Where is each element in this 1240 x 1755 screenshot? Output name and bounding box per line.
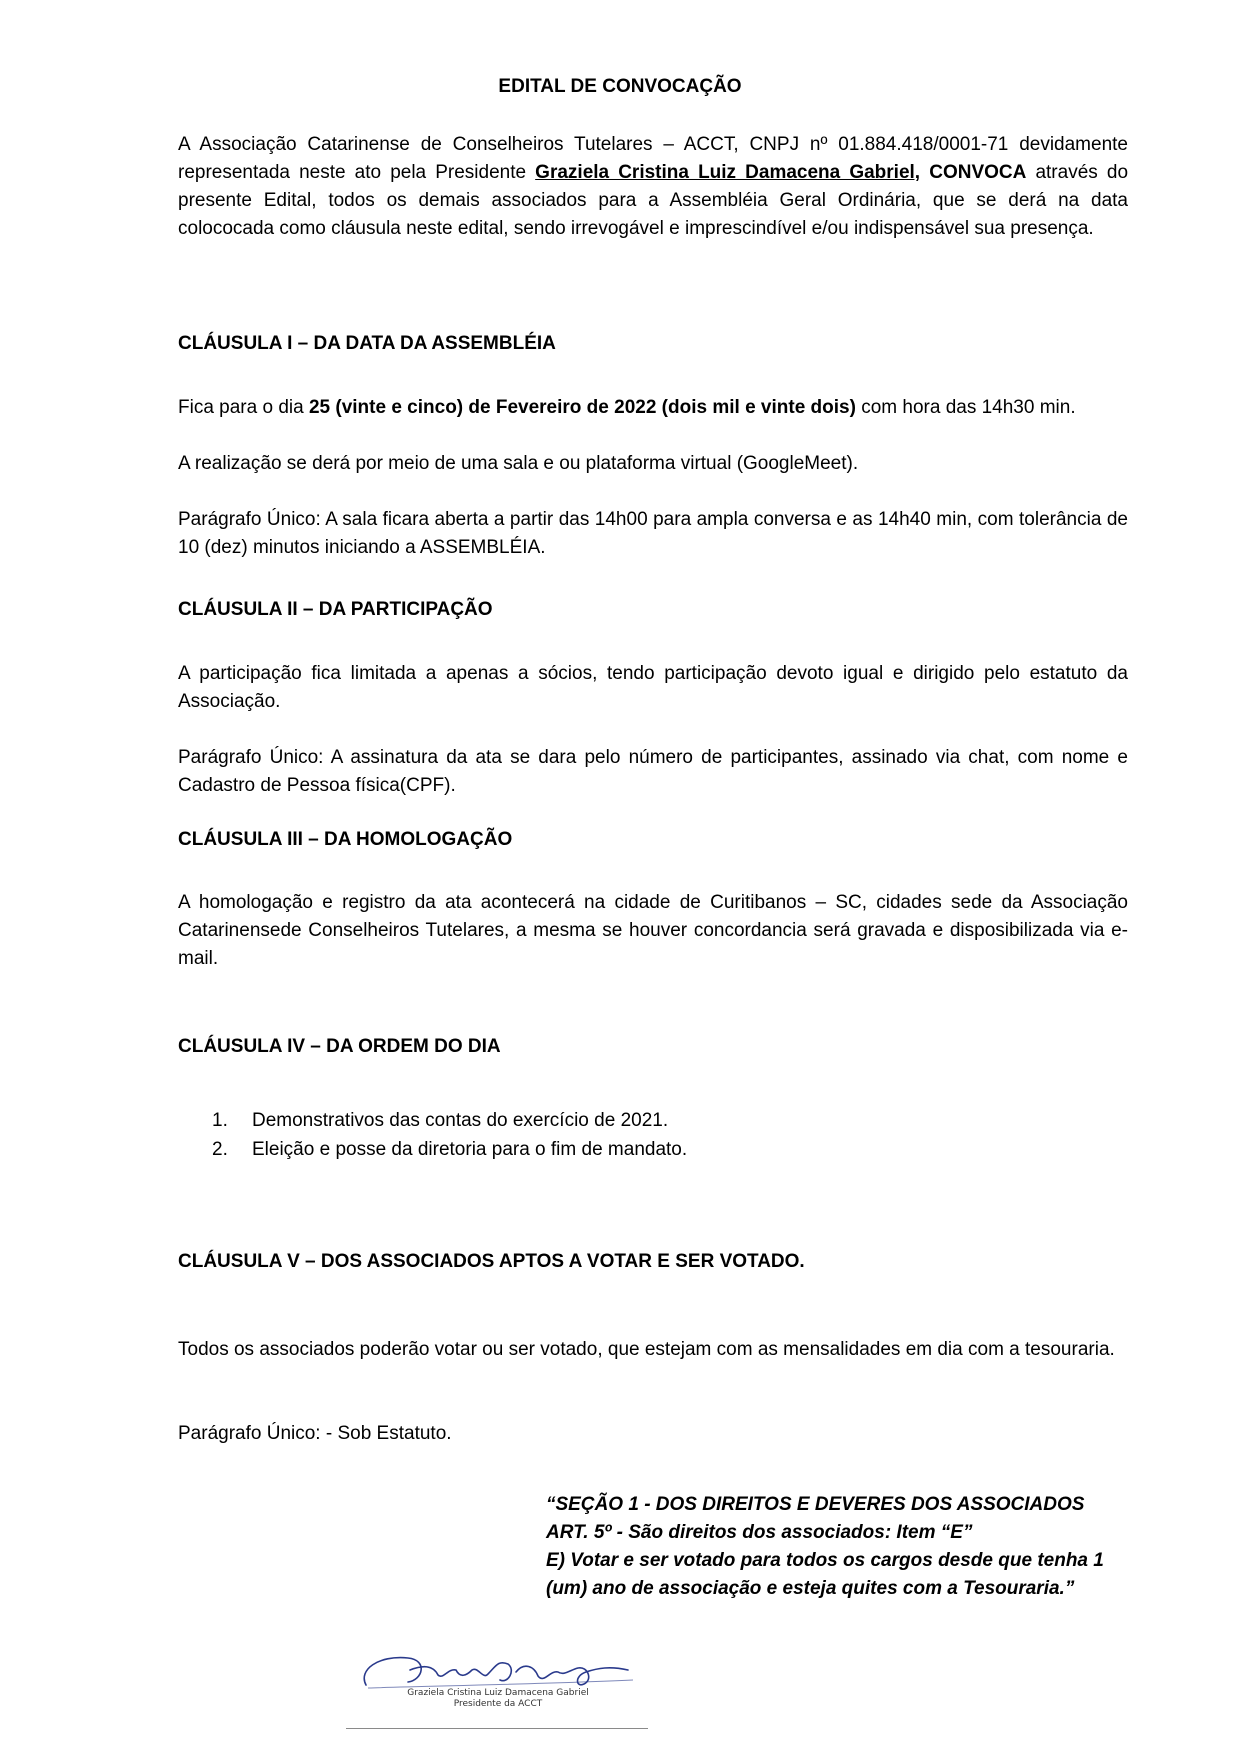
clausula-5-paragrafo-unico: Parágrafo Único: - Sob Estatuto. [178,1423,452,1444]
list-item: 2. Eleição e posse da diretoria para o fim de mandato. [212,1139,688,1160]
intro-text-2: através do presente Edital, todos os demais associados para a Assembléia Geral Ordinária, que se derá na data colococada como cláusula neste edital, sendo irrevogável e imprescindível e/ou indispensável sua presença. [178,162,1129,239]
president-name: Graziela Cristina Luiz Damacena Gabriel, [535,162,921,183]
clausula-1-heading: CLÁUSULA I – DA DATA DA ASSEMBLÉIA [178,333,556,354]
intro-paragraph [178,131,1128,243]
clausula-2-paragraph: A participação fica limitada a apenas a sócios, tendo participação devoto igual e dirigido pelo estatuto da Associação. [178,663,1128,712]
signature-block [348,1640,648,1730]
quote-line-3: E) Votar e ser votado para todos os cargos desde que tenha 1 (um) ano de associação e esteja quites com a Tesouraria.” [546,1550,1104,1599]
signature-role: Presidente da ACCT [453,1699,543,1709]
clausula-1-platform-paragraph: A realização se derá por meio de uma sala e ou plataforma virtual (GoogleMeet). [178,453,859,474]
clausula-2-heading: CLÁUSULA II – DA PARTICIPAÇÃO [178,599,493,620]
clausula-3-paragraph: A homologação e registro da ata acontecerá na cidade de Curitibanos – SC, cidades sede da Associação Catarinensede Conselheiros Tutelares, a mesma se houver concordancia será gravada e disposibilizada via e-mail. [178,892,1128,969]
quote-line-2: ART. 5º - São direitos dos associados: Item “E” [546,1522,973,1543]
signature-name: Graziela Cristina Luiz Damacena Gabriel [407,1688,589,1698]
clausula-1-date-paragraph: Fica para o dia 25 (vinte e cinco) de Fevereiro de 2022 (dois mil e vinte dois) com hora das 14h30 min. [178,397,1076,418]
clausula-5-heading: CLÁUSULA V – DOS ASSOCIADOS APTOS A VOTAR E SER VOTADO. [178,1251,805,1272]
quote-line-1: “SEÇÃO 1 - DOS DIREITOS E DEVERES DOS ASSOCIADOS [546,1494,1085,1515]
convoca-word: CONVOCA [929,162,1027,183]
signature-line [346,1728,648,1729]
clausula-5-paragraph: Todos os associados poderão votar ou ser votado, que estejam com as mensalidades em dia com a tesouraria. [178,1339,1115,1360]
list-item: 1. Demonstrativos das contas do exercício de 2021. [212,1110,669,1131]
document-title: EDITAL DE CONVOCAÇÃO [498,76,742,97]
clausula-4-heading: CLÁUSULA IV – DA ORDEM DO DIA [178,1036,501,1057]
clausula-3-heading: CLÁUSULA III – DA HOMOLOGAÇÃO [178,829,513,850]
clausula-1-paragrafo-unico: Parágrafo Único: A sala ficara aberta a partir das 14h00 para ampla conversa e as 14h40 min, com tolerância de 10 (dez) minutos iniciando a ASSEMBLÉIA. [178,509,1128,558]
assembly-date: 25 (vinte e cinco) de Fevereiro de 2022 (dois mil e vinte dois) [308,397,856,418]
ordem-do-dia-list [212,1106,687,1164]
estatuto-quote [546,1491,1146,1603]
clausula-2-paragrafo-unico: Parágrafo Único: A assinatura da ata se dara pelo número de participantes, assinado via chat, com nome e Cadastro de Pessoa física(CPF). [178,747,1128,796]
intro-text-1: A Associação Catarinense de Conselheiros Tutelares – ACCT, CNPJ nº 01.884.418/0001-71 devidamente representada neste ato pela Presidente [178,134,1128,183]
